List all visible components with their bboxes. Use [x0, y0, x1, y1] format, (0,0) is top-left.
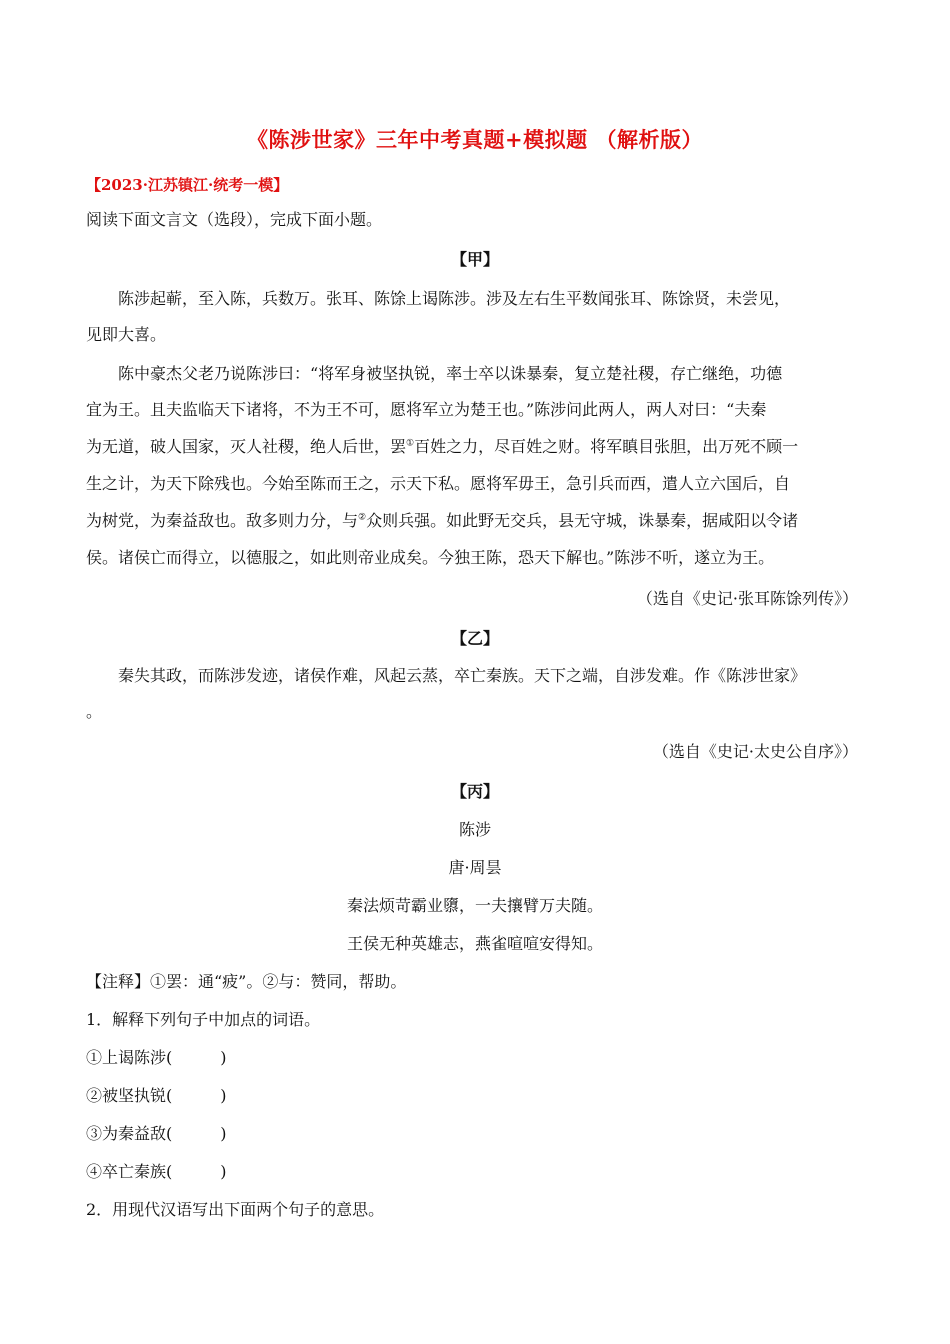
exam-source-tag: 【2023·江苏镇江·统考一模】 [86, 176, 289, 194]
jia-line-with-note [86, 509, 798, 533]
annotation-text: 【注释】①罢：通“疲”。②与：赞同，帮助。 [86, 972, 407, 991]
question-2-prompt: 2．用现代汉语写出下面两个句子的意思。 [86, 1200, 385, 1219]
jia-line-part: 为无道，破人国家，灭人社稷，绝人后世，罢 [86, 437, 407, 456]
section-bing-mark: 【丙】 [450, 782, 499, 801]
yi-line: 秦失其政，而陈涉发迹，诸侯作难，风起云蒸，卒亡秦族。天下之端，自涉发难。作《陈涉世家》 [118, 666, 807, 685]
jia-source: （选自《史记·张耳陈馀列传》） [636, 589, 858, 608]
note-marker-2: ② [358, 512, 367, 523]
poem-verse: 王侯无种英雄志，燕雀喧喧安得知。 [346, 934, 603, 953]
poem-verse: 秦法烦苛霸业隳，一夫攘臂万夫随。 [346, 896, 603, 915]
question-1-item: ③为秦益敌( ) [86, 1124, 227, 1143]
jia-line-with-note [86, 435, 798, 459]
jia-line: 见即大喜。 [86, 325, 167, 344]
poem-title: 陈涉 [458, 820, 491, 839]
instruction-text: 阅读下面文言文（选段），完成下面小题。 [86, 210, 383, 229]
document-title: 《陈涉世家》三年中考真题+模拟题 （解析版） [247, 127, 703, 152]
jia-line: 侯。诸侯亡而得立，以德服之，如此则帝业成矣。今独王陈，恐天下解也。”陈涉不听，遂立为王。 [86, 548, 775, 567]
jia-line-part: 为树党，为秦益敌也。敌多则力分，与 [86, 511, 359, 530]
jia-line: 陈涉起蕲，至入陈，兵数万。张耳、陈馀上谒陈涉。涉及左右生平数闻张耳、陈馀贤，未尝见， [118, 289, 791, 308]
poem-author: 唐·周昙 [448, 858, 502, 877]
section-yi-mark: 【乙】 [450, 629, 499, 648]
yi-source: （选自《史记·太史公自序》） [652, 742, 858, 761]
jia-line-part: 百姓之力，尽百姓之财。将军瞋目张胆，出万死不顾一 [414, 437, 799, 456]
question-1-prompt: 1．解释下列句子中加点的词语。 [86, 1010, 321, 1029]
section-jia-mark: 【甲】 [450, 250, 499, 269]
jia-line: 陈中豪杰父老乃说陈涉曰：“将军身被坚执锐，率士卒以诛暴秦，复立楚社稷，存亡继绝，功德 [118, 364, 783, 383]
question-1-item: ①上谒陈涉( ) [86, 1048, 227, 1067]
yi-line: 。 [86, 702, 103, 721]
question-1-item: ④卒亡秦族( ) [86, 1162, 227, 1181]
note-marker-1: ① [406, 438, 415, 449]
jia-line: 宜为王。且夫监临天下诸将，不为王不可，愿将军立为楚王也。”陈涉问此两人，两人对曰：“夫秦 [86, 400, 767, 419]
question-1-item: ②被坚执锐( ) [86, 1086, 227, 1105]
jia-line-part: 众则兵强。如此野无交兵，县无守城，诛暴秦，据咸阳以令诸 [366, 511, 799, 530]
jia-line: 生之计，为天下除残也。今始至陈而王之，示天下私。愿将军毋王，急引兵而西，遣人立六国后，自 [86, 474, 791, 493]
